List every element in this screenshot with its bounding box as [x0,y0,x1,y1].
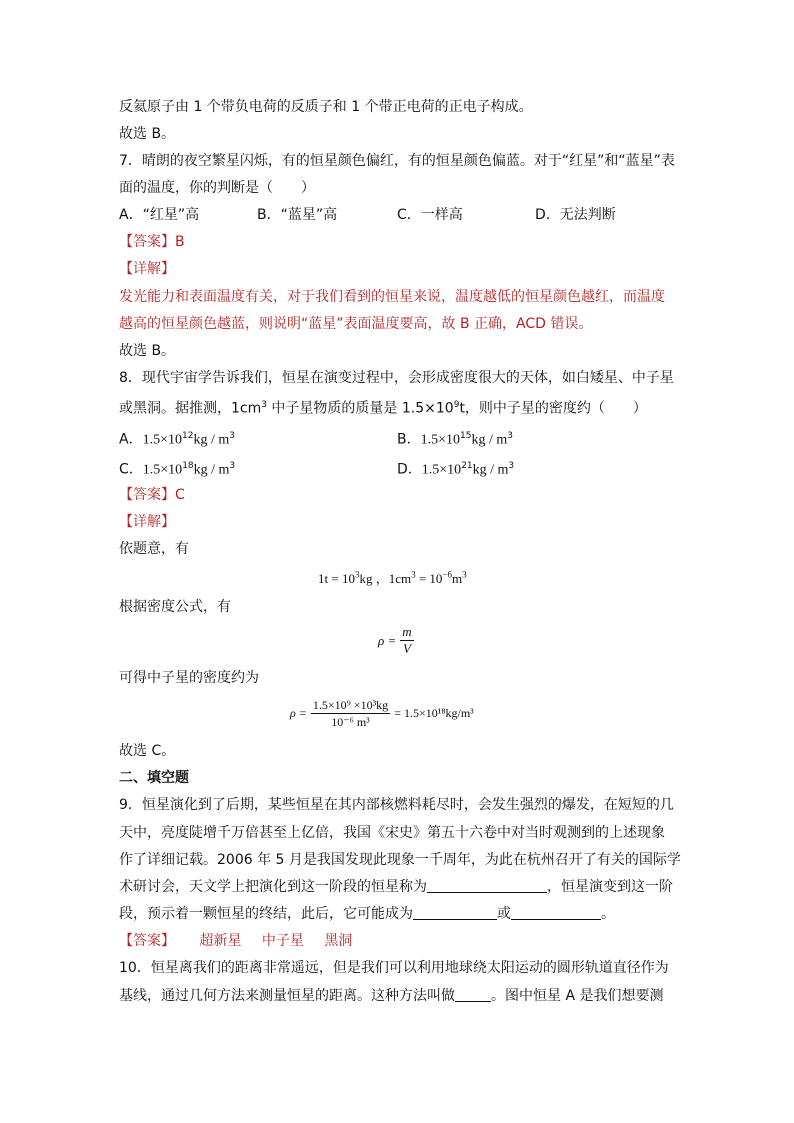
option-b [397,426,513,451]
option-c: C．一样高 [397,207,463,223]
detail-label-7: 【详解】 [119,261,175,277]
sup: 3 [411,569,416,580]
sup: 3 [261,400,267,410]
sup: 9 [453,400,460,410]
text-line: 反氦原子由 1 个带负电荷的反质子和 1 个带正电荷的正电子构成。 [119,99,533,115]
eq-part: m [452,571,463,586]
sup: 3 [508,461,515,471]
answer-value: C [175,487,185,503]
answer-label: 【答案】 [119,234,175,250]
detail-label-8: 【详解】 [119,514,175,530]
option-value: 1.5×10 [142,432,182,448]
q8-text: 或黑洞。据推测，1cm [119,400,262,417]
option-a: A．“红星”高 [119,207,200,223]
option-unit: kg / m [471,432,508,448]
q9-text: ，恒星演变到这一阶 [547,879,673,895]
answer-7 [119,232,185,252]
option-unit: kg / m [472,462,509,478]
sup: 21 [461,461,473,471]
eq-part: ρ = [290,706,307,720]
fraction [311,697,390,730]
sup: 3 [462,569,467,580]
question-10-cont [119,986,663,1006]
option-value: 1.5×10 [142,462,183,478]
option-value: 1.5×10 [421,462,462,478]
sup: 3 [354,569,360,580]
fill-blank[interactable] [413,905,497,920]
text-line: 依题意，有 [119,541,189,557]
sup: 15 [460,431,472,441]
fill-blank[interactable] [455,987,491,1002]
option-c [119,456,235,481]
numerator: 1.5×10⁹ ×10³kg [312,698,389,712]
answer-9 [119,931,352,951]
answer-value: 超新星 [199,933,242,949]
text-line: 可得中子星的密度约为 [119,670,259,686]
answer-value: 中子星 [261,933,304,949]
explanation-text: ACD 错误。 [516,316,593,332]
question-8-cont [119,395,647,419]
q9-text: 术研讨会，天文学上把演化到这一阶段的恒星称为 [119,879,427,895]
q9-text: 或 [497,906,511,922]
question-7-cont: 面的温度，你的判断是（ ） [119,180,315,196]
fraction [400,624,413,657]
explanation-text: 越高的恒星颜色越蓝，则说明“蓝星”表面温度要高，故 B 正确， [119,316,517,332]
q8-text: 中子星物质的质量是 1.5×10 [266,400,454,417]
equation-3 [290,697,474,730]
sup: 18 [182,461,194,471]
q9-text: 。 [601,906,615,922]
eq-part: = 10 [415,571,443,586]
section-heading: 二、填空题 [119,770,189,786]
eq-part: ρ = [378,632,397,648]
sup: −6 [442,569,453,580]
fill-blank[interactable] [511,905,601,920]
option-d [397,456,514,481]
q9-text: 段，预示着一颗恒星的终结，此后，它可能成为 [119,906,413,922]
sup: 3 [507,431,513,441]
text-line: 故选 B。 [119,343,176,359]
answer-value: 黑洞 [324,933,353,949]
eq-part: kg ，1cm [359,571,412,586]
option-label: B． [397,431,421,448]
option-unit: kg / m [193,432,230,448]
eq-part: 1t = 10 [318,571,355,586]
question-9-cont: 天中，亮度陡增千万倍甚至上亿倍，我国《宋史》第五十六卷中对当时观测到的上述现象 [119,825,665,841]
option-value: 1.5×10 [420,432,461,448]
fill-blank[interactable] [427,878,547,893]
sup: 3 [229,431,235,441]
question-9: 9．恒星演化到了后期，某些恒星在其内部核燃料耗尽时，会发生强烈的爆发，在短短的几 [119,797,674,813]
option-label: C． [119,461,143,478]
option-label: D． [397,461,422,478]
eq-part: = 1.5×10¹⁸kg/m³ [394,706,474,720]
q8-text: t，则中子星的密度约（ ） [459,400,647,417]
option-d: D．无法判断 [535,207,616,223]
question-9-cont [119,904,615,924]
option-b: B．“蓝星”高 [257,207,338,223]
explanation-7: 发光能力和表面温度有关，对于我们看到的恒星来说，温度越低的恒星颜色越红，而温度 [119,289,665,305]
answer-label: 【答案】 [119,933,175,949]
question-9-cont: 作了详细记载。2006 年 5 月是我国发现此现象一千周年，为此在杭州召开了有关的国际学 [119,852,681,868]
text-line: 根据密度公式，有 [119,599,231,615]
option-a [119,426,235,451]
numerator: m [402,624,412,639]
q10-text: 。图中恒星 A 是我们想要测 [491,988,664,1004]
answer-value: B [175,234,185,250]
q10-text: 基线，通过几何方法来测量恒星的距离。这种方法叫做 [119,988,455,1004]
answer-label: 【答案】 [119,487,175,503]
option-unit: kg / m [193,462,230,478]
option-label: A． [119,431,143,448]
denominator: 10⁻⁶ m³ [331,715,370,729]
question-7: 7．晴朗的夜空繁星闪烁，有的恒星颜色偏红，有的恒星颜色偏蓝。对于“红星”和“蓝星”表 [119,153,675,169]
text-line: 故选 C。 [119,743,176,759]
sup: 3 [229,461,236,471]
question-9-cont [119,877,673,897]
text-line: 故选 B。 [119,126,176,142]
equation-1 [318,568,467,587]
question-10: 10．恒星离我们的距离非常遥远，但是我们可以利用地球绕太阳运动的圆形轨道直径作为 [119,960,669,976]
explanation-7-cont [119,314,592,334]
sup: 12 [181,431,194,441]
equation-2 [378,624,418,657]
denominator: V [402,641,411,656]
answer-8 [119,485,185,505]
question-8: 8．现代宇宙学告诉我们，恒星在演变过程中，会形成密度很大的天体，如白矮星、中子星 [119,370,674,386]
